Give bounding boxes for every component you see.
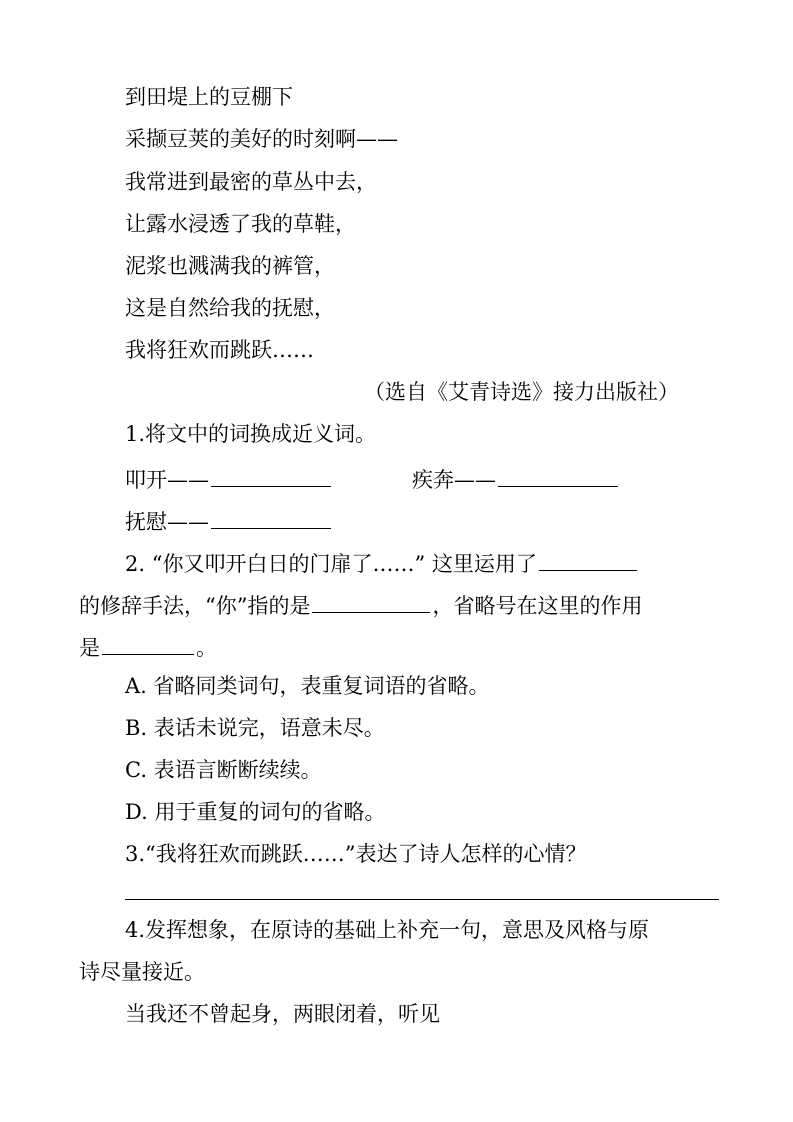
poem-line-5: 泥浆也溅满我的裤管， (125, 254, 335, 278)
q1-word-1: 叩开—— (125, 468, 209, 492)
q2-text-5: 。 (196, 636, 217, 660)
q3-prompt: 3.“我将狂欢而跳跃……”表达了诗人怎样的心情？ (125, 842, 587, 866)
poem-line-4: 让露水浸透了我的草鞋， (125, 212, 356, 236)
q4-line-3: 当我还不曾起身，两眼闭着，听见 (125, 1002, 440, 1026)
q1-prompt: 1.将文中的词换成近义词。 (125, 422, 377, 446)
q1-row-1 (125, 466, 333, 491)
q2-blank-3[interactable] (102, 634, 194, 655)
q2-blank-2[interactable] (312, 592, 430, 613)
poem-line-1: 到田堤上的豆棚下 (125, 85, 293, 109)
q1-blank-2[interactable] (498, 466, 618, 487)
q2-text-2: 的修辞手法，“你”指的是 (79, 594, 311, 618)
q2-text-1: 2. “你又叩开白日的门扉了……” 这里运用了 (125, 552, 537, 576)
poem-line-3: 我常进到最密的草丛中去， (125, 170, 377, 194)
q2-line-3 (79, 634, 217, 659)
q1-blank-1[interactable] (211, 466, 331, 487)
q1-row-2 (412, 466, 620, 491)
q2-text-4: 是 (79, 636, 100, 660)
q1-blank-3[interactable] (211, 508, 331, 529)
q1-word-3: 抚慰—— (125, 510, 209, 534)
q2-option-c[interactable]: C. 表语言断断续续。 (125, 758, 322, 782)
poem-line-6: 这是自然给我的抚慰， (125, 296, 335, 320)
poem-line-7: 我将狂欢而跳跃…… (125, 338, 314, 362)
q2-blank-1[interactable] (539, 550, 637, 571)
q2-line-2 (79, 592, 642, 617)
q2-option-a[interactable]: A. 省略同类词句，表重复词语的省略。 (125, 674, 490, 698)
q4-line-2: 诗尽量接近。 (79, 960, 205, 984)
q1-row-3 (125, 508, 333, 533)
q1-word-2: 疾奔—— (412, 468, 496, 492)
q4-line-1: 4.发挥想象，在原诗的基础上补充一句，意思及风格与原 (125, 918, 650, 942)
q2-line-1 (125, 550, 639, 575)
q2-option-b[interactable]: B. 表话未说完，语意未尽。 (125, 716, 385, 740)
q2-option-d[interactable]: D. 用于重复的词句的省略。 (125, 800, 386, 824)
q3-answer-line[interactable] (125, 899, 719, 900)
poem-source: （选自《艾青诗选》接力出版社） (364, 380, 679, 404)
q2-text-3: ，省略号在这里的作用 (432, 594, 643, 618)
poem-line-2: 采撷豆荚的美好的时刻啊—— (125, 127, 398, 151)
